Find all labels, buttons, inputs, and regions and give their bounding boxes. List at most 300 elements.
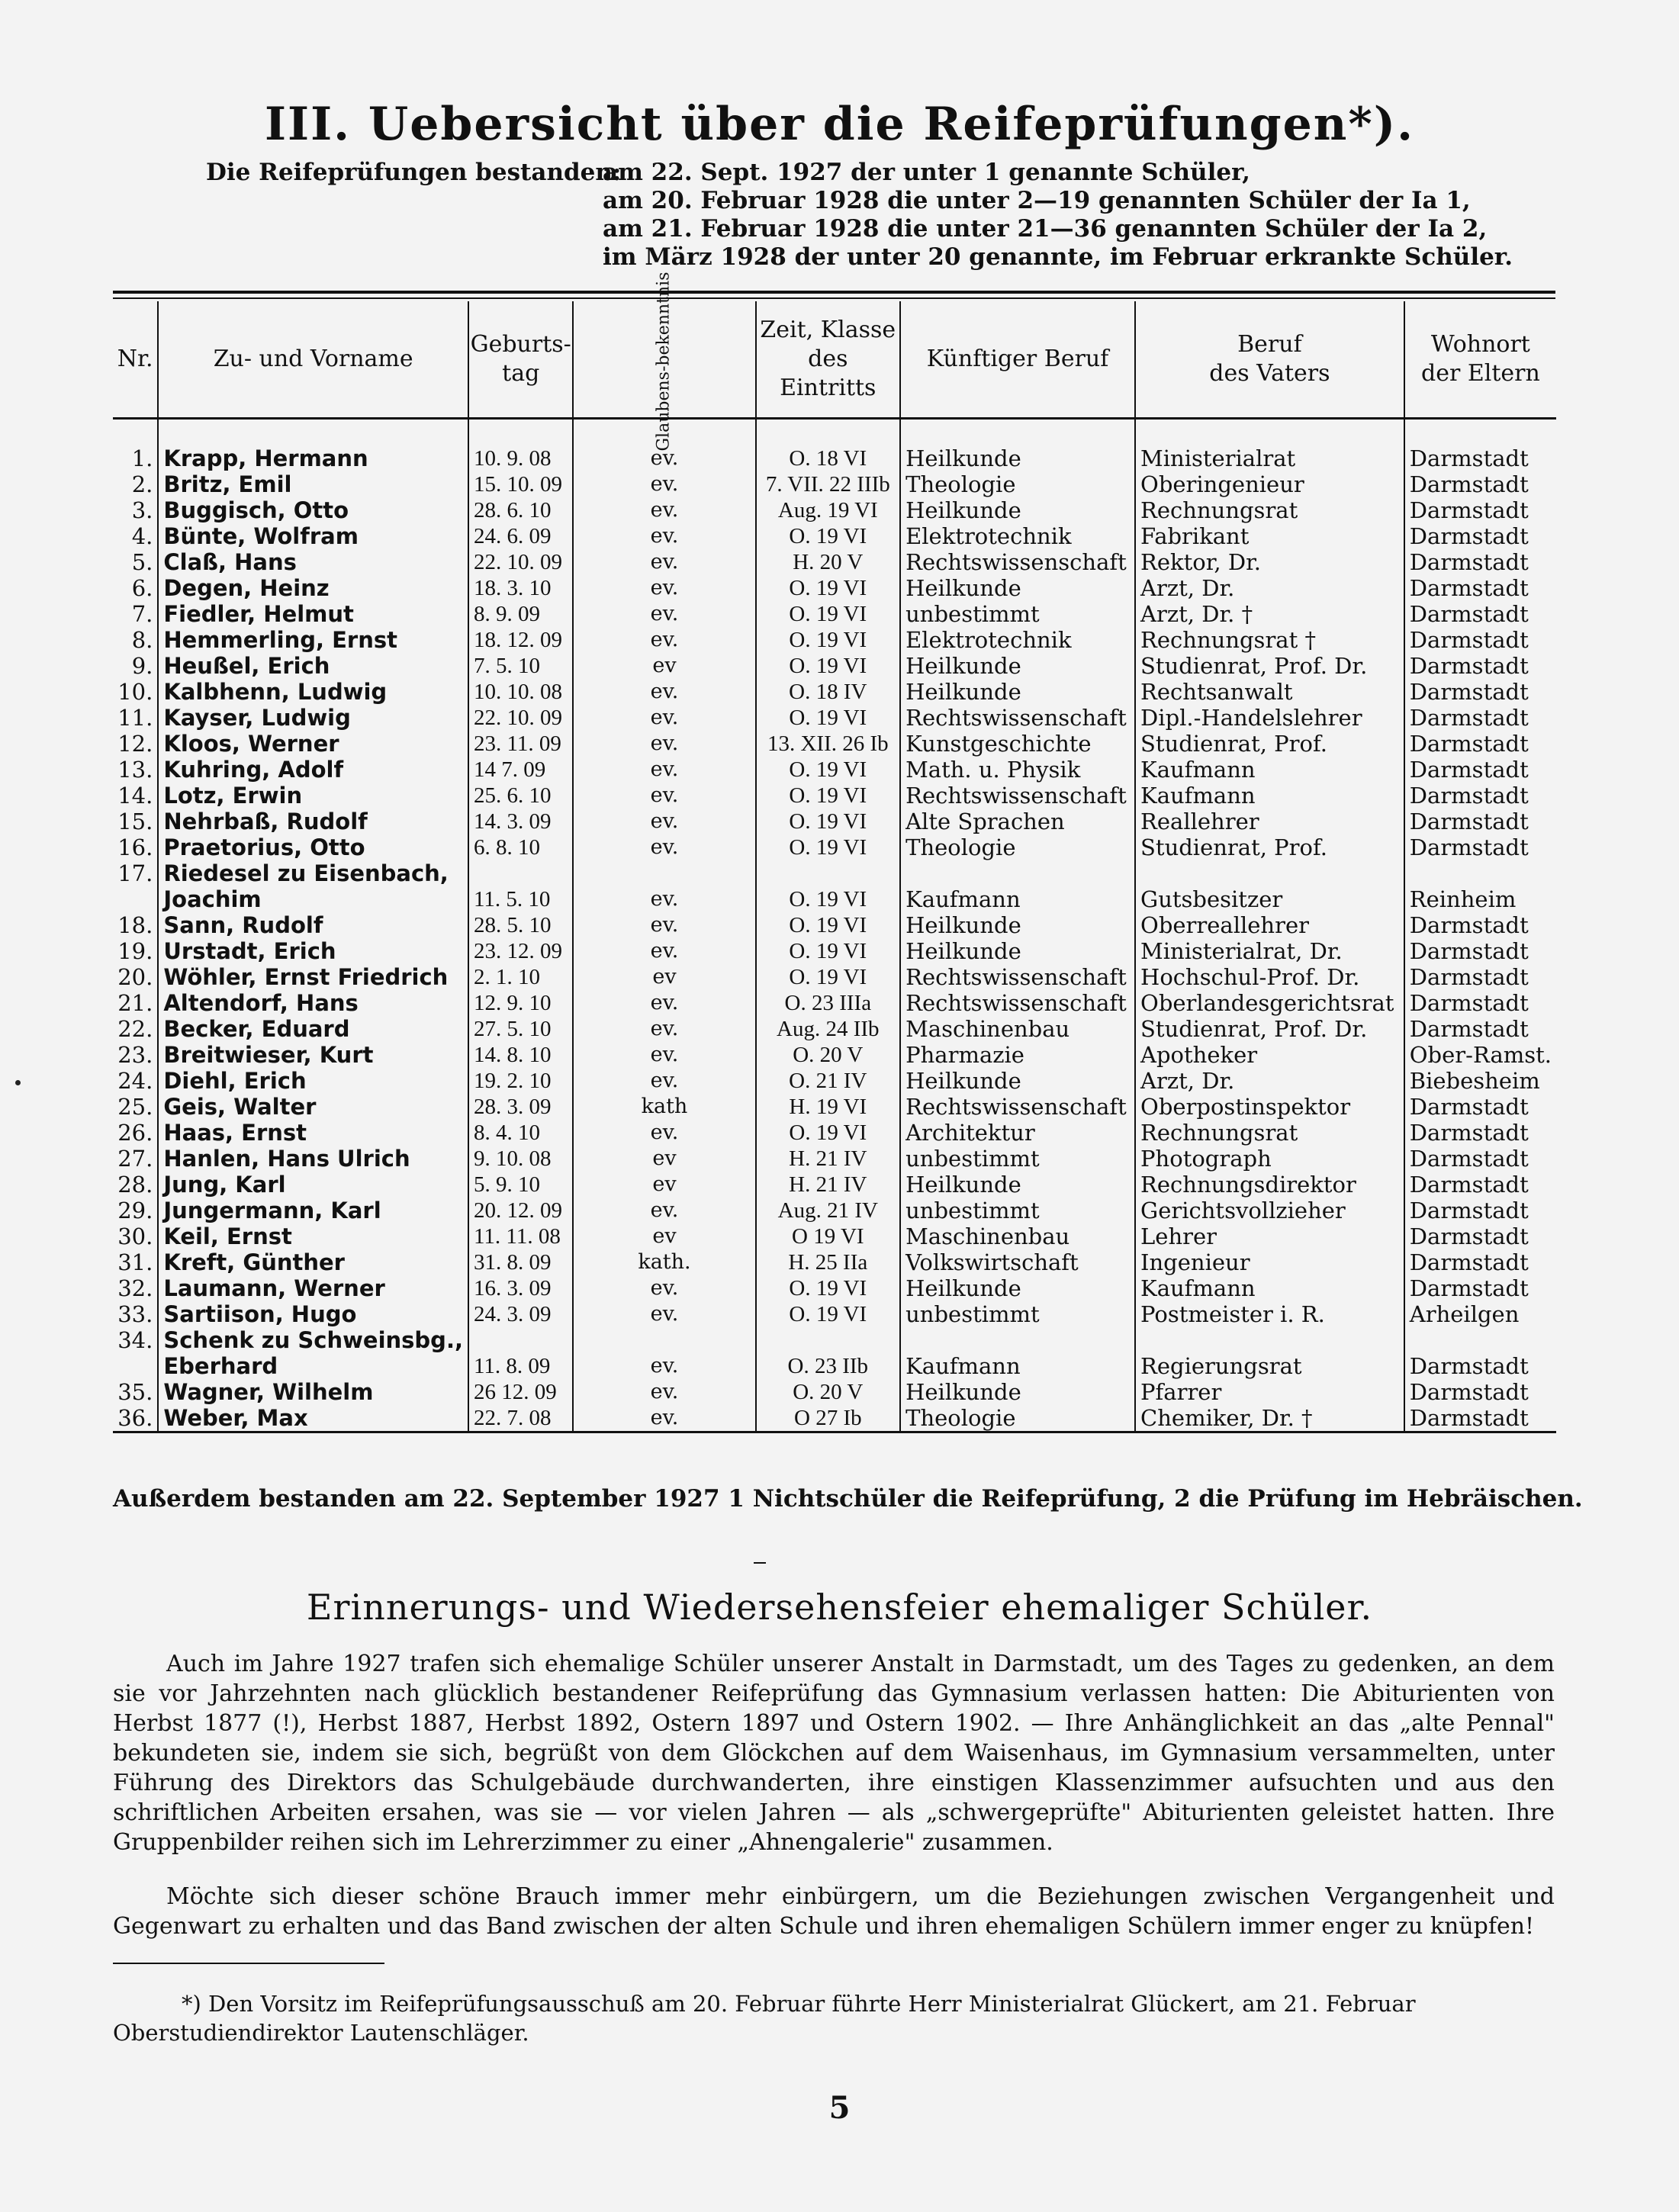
- cell-name: Lotz, Erwin: [158, 783, 468, 809]
- intro-line: am 20. Februar 1928 die unter 2—19 genannten Schüler der Ia 1,: [603, 187, 1471, 214]
- table-row: [113, 1094, 1556, 1120]
- cell-ort: Darmstadt: [1409, 549, 1529, 575]
- section-heading: Erinnerungs- und Wiedersehensfeier ehemaliger Schüler.: [306, 1587, 1373, 1628]
- cell-bek: ev.: [573, 938, 755, 964]
- cell-beruf: unbestimmt: [900, 601, 1135, 627]
- cell-nr: 27.: [113, 1146, 158, 1172]
- cell-ort: Darmstadt: [1409, 1016, 1529, 1042]
- cell-bek: ev.: [573, 1353, 755, 1379]
- cell-zeit: O. 19 VI: [756, 886, 901, 912]
- cell-bek: ev.: [573, 1379, 755, 1405]
- cell-nr: [113, 1353, 158, 1379]
- cell-beruf: Rechtswissenschaft: [900, 705, 1135, 731]
- cell-beruf: Elektrotechnik: [900, 627, 1135, 653]
- cell-nr: [113, 886, 158, 912]
- cell-nr: 12.: [113, 731, 158, 757]
- cell-nr: 29.: [113, 1198, 158, 1223]
- cell-beruf: Theologie: [900, 834, 1135, 860]
- cell-name: Hemmerling, Ernst: [158, 627, 468, 653]
- intro-line: am 21. Februar 1928 die unter 21—36 genannten Schüler der Ia 2,: [603, 215, 1488, 243]
- cell-geb: 14 7. 09: [468, 757, 573, 783]
- cell-beruf: unbestimmt: [900, 1301, 1135, 1327]
- table-row: [113, 1275, 1556, 1301]
- cell-name: Sann, Rudolf: [158, 912, 468, 938]
- cell-vater: Regierungsrat: [1135, 1353, 1404, 1379]
- cell-nr: 28.: [113, 1172, 158, 1198]
- cell-zeit: O. 18 VI: [756, 419, 901, 472]
- cell-name: Breitwieser, Kurt: [158, 1042, 468, 1068]
- cell-geb: 31. 8. 09: [468, 1249, 573, 1275]
- cell-bek: ev.: [573, 990, 755, 1016]
- cell-vater: Studienrat, Prof.: [1135, 731, 1404, 757]
- cell-nr: 35.: [113, 1379, 158, 1405]
- cell-vater: Kaufmann: [1135, 1275, 1404, 1301]
- cell-nr: 11.: [113, 705, 158, 731]
- cell-nr: 17.: [113, 860, 158, 886]
- cell-nr: 26.: [113, 1120, 158, 1146]
- cell-nr: 21.: [113, 990, 158, 1016]
- cell-geb: 14. 3. 09: [468, 809, 573, 834]
- cell-name: Praetorius, Otto: [158, 834, 468, 860]
- cell-beruf: Kaufmann: [900, 886, 1135, 912]
- table-row: [113, 1068, 1556, 1094]
- cell-vater: Ministerialrat, Dr.: [1135, 938, 1404, 964]
- cell-name: Altendorf, Hans: [158, 990, 468, 1016]
- cell-ort: Darmstadt: [1409, 679, 1529, 705]
- cell-zeit: 7. VII. 22 IIIb: [756, 471, 901, 497]
- cell-name: Wöhler, Ernst Friedrich: [158, 964, 468, 990]
- cell-vater: Oberlandesgerichtsrat: [1135, 990, 1404, 1016]
- cell-ort: Darmstadt: [1409, 471, 1529, 497]
- cell-geb: 19. 2. 10: [468, 1068, 573, 1094]
- cell-vater: Arzt, Dr.: [1135, 1068, 1404, 1094]
- cell-bek: ev.: [573, 1042, 755, 1068]
- cell-zeit: Aug. 21 IV: [756, 1198, 901, 1223]
- cell-nr: 15.: [113, 809, 158, 834]
- cell-geb: 24. 6. 09: [468, 523, 573, 549]
- cell-geb: 27. 5. 10: [468, 1016, 573, 1042]
- cell-bek: ev: [573, 1146, 755, 1172]
- cell-beruf: [900, 1327, 1135, 1353]
- cell-nr: 34.: [113, 1327, 158, 1353]
- cell-ort: Darmstadt: [1409, 964, 1529, 990]
- cell-ort: Darmstadt: [1409, 731, 1529, 757]
- cell-zeit: O 19 VI: [756, 1223, 901, 1249]
- cell-vater: Lehrer: [1135, 1223, 1404, 1249]
- cell-nr: 14.: [113, 783, 158, 809]
- cell-ort: Ober-Ramst.: [1409, 1042, 1552, 1068]
- cell-name: Degen, Heinz: [158, 575, 468, 601]
- cell-beruf: [900, 860, 1135, 886]
- table-row: [113, 834, 1556, 860]
- cell-vater: Rechnungsrat †: [1135, 627, 1404, 653]
- cell-name: Fiedler, Helmut: [158, 601, 468, 627]
- cell-geb: 9. 10. 08: [468, 1146, 573, 1172]
- cell-zeit: O. 19 VI: [756, 912, 901, 938]
- cell-vater: Gutsbesitzer: [1135, 886, 1404, 912]
- cell-bek: ev.: [573, 497, 755, 523]
- table-row: [113, 783, 1556, 809]
- cell-name: Kalbhenn, Ludwig: [158, 679, 468, 705]
- cell-beruf: Rechtswissenschaft: [900, 990, 1135, 1016]
- footnote: *) Den Vorsitz im Reifeprüfungsausschuß am 20. Februar führte Herr Ministerialrat Glückert, am 21. Februar Oberstudiendirektor Lautenschläger.: [113, 1991, 1416, 2046]
- cell-vater: Hochschul-Prof. Dr.: [1135, 964, 1404, 990]
- cell-geb: 24. 3. 09: [468, 1301, 573, 1327]
- cell-zeit: O. 23 IIb: [756, 1353, 901, 1379]
- cell-nr: 16.: [113, 834, 158, 860]
- table-top-rule: [113, 291, 1555, 294]
- cell-zeit: Aug. 24 IIb: [756, 1016, 901, 1042]
- cell-zeit: O. 19 VI: [756, 1301, 901, 1327]
- section-dash: [754, 1562, 766, 1564]
- cell-beruf: Heilkunde: [900, 1068, 1135, 1094]
- cell-beruf: Heilkunde: [900, 575, 1135, 601]
- cell-vater: Rechnungsrat: [1135, 497, 1404, 523]
- cell-zeit: O. 19 VI: [756, 809, 901, 834]
- cell-geb: 15. 10. 09: [468, 471, 573, 497]
- cell-ort: Darmstadt: [1409, 705, 1529, 731]
- cell-geb: 8. 4. 10: [468, 1120, 573, 1146]
- cell-vater: Kaufmann: [1135, 757, 1404, 783]
- cell-nr: 8.: [113, 627, 158, 653]
- cell-geb: 10. 9. 08: [468, 419, 573, 472]
- table-row: [113, 1249, 1556, 1275]
- cell-zeit: O 27 Ib: [756, 1405, 901, 1432]
- cell-geb: 25. 6. 10: [468, 783, 573, 809]
- cell-ort: Darmstadt: [1409, 1172, 1529, 1198]
- cell-beruf: Heilkunde: [900, 679, 1135, 705]
- cell-geb: 28. 6. 10: [468, 497, 573, 523]
- cell-name: Nehrbaß, Rudolf: [158, 809, 468, 834]
- results-table: [113, 272, 1556, 1433]
- cell-zeit: H. 21 IV: [756, 1146, 901, 1172]
- cell-nr: 5.: [113, 549, 158, 575]
- cell-ort: Darmstadt: [1409, 523, 1529, 549]
- cell-bek: ev.: [573, 523, 755, 549]
- cell-geb: [468, 860, 573, 886]
- cell-geb: 16. 3. 09: [468, 1275, 573, 1301]
- intro-line: am 22. Sept. 1927 der unter 1 genannte Schüler,: [603, 159, 1250, 186]
- cell-ort: Darmstadt: [1409, 938, 1529, 964]
- cell-nr: 7.: [113, 601, 158, 627]
- cell-beruf: Theologie: [900, 471, 1135, 497]
- table-row: [113, 419, 1556, 472]
- cell-bek: ev: [573, 964, 755, 990]
- paragraph: Auch im Jahre 1927 trafen sich ehemalige Schüler unserer Anstalt in Darmstadt, um des Tages zu gedenken, an dem sie vor Jahrzehnten nach glücklich bestandener Reifeprüfung das Gymnasium verlassen hatten: Die Abiturienten von Herbst 1877 (!), Herbst 1887, Herbst 1892, Ostern 1897 und Ostern 1902. — Ihre Anhänglichkeit an das „alte Pennal" bekundeten sie, indem sie sich, begrüßt von dem Glöckchen auf dem Waisenhaus, im Gymnasium versammelten, unter Führung des Direktors das Schulgebäude durchwanderten, ihre einstigen Klassenzimmer aufsuchten und aus den schriftlichen Arbeiten ersahen, was sie — vor vielen Jahren — als „schwergeprüfte" Abiturienten geleistet hatten. Ihre Gruppenbilder reihen sich im Lehrerzimmer zu einer „Ahnengalerie" zusammen.: [113, 1651, 1555, 1856]
- cell-nr: 1.: [113, 419, 158, 472]
- cell-zeit: O. 19 VI: [756, 705, 901, 731]
- cell-vater: Reallehrer: [1135, 809, 1404, 834]
- cell-vater: Ingenieur: [1135, 1249, 1404, 1275]
- cell-beruf: Heilkunde: [900, 1275, 1135, 1301]
- cell-nr: 25.: [113, 1094, 158, 1120]
- cell-vater: Rechnungsrat: [1135, 1120, 1404, 1146]
- table-row: [113, 1016, 1556, 1042]
- cell-geb: 11. 11. 08: [468, 1223, 573, 1249]
- table-row: [113, 549, 1556, 575]
- table-row: [113, 1327, 1556, 1353]
- cell-ort: Darmstadt: [1409, 809, 1529, 834]
- cell-ort: Darmstadt: [1409, 653, 1529, 679]
- cell-vater: Studienrat, Prof.: [1135, 834, 1404, 860]
- table-row: [113, 886, 1556, 912]
- cell-name: Kayser, Ludwig: [158, 705, 468, 731]
- cell-zeit: O. 19 VI: [756, 653, 901, 679]
- cell-bek: [573, 860, 755, 886]
- table-row: [113, 601, 1556, 627]
- cell-geb: 11. 5. 10: [468, 886, 573, 912]
- col-beruf-vater: Beruf des Vaters: [1135, 301, 1404, 419]
- cell-bek: ev.: [573, 783, 755, 809]
- table-row: [113, 990, 1556, 1016]
- table-row: [113, 471, 1556, 497]
- cell-vater: [1135, 860, 1404, 886]
- cell-zeit: O. 19 VI: [756, 938, 901, 964]
- cell-nr: 30.: [113, 1223, 158, 1249]
- table-row: [113, 1146, 1556, 1172]
- cell-name: Diehl, Erich: [158, 1068, 468, 1094]
- cell-nr: 31.: [113, 1249, 158, 1275]
- cell-nr: 3.: [113, 497, 158, 523]
- cell-zeit: O. 19 VI: [756, 601, 901, 627]
- col-wohnort: Wohnort der Eltern: [1404, 301, 1556, 419]
- cell-nr: 36.: [113, 1405, 158, 1432]
- cell-geb: 23. 12. 09: [468, 938, 573, 964]
- cell-geb: 20. 12. 09: [468, 1198, 573, 1223]
- table-row: [113, 1042, 1556, 1068]
- table-body: [113, 419, 1556, 1432]
- cell-zeit: H. 19 VI: [756, 1094, 901, 1120]
- cell-zeit: O. 20 V: [756, 1379, 901, 1405]
- cell-ort: Darmstadt: [1404, 1405, 1556, 1432]
- col-nr: Nr.: [113, 301, 158, 419]
- cell-beruf: Volkswirtschaft: [900, 1249, 1135, 1275]
- cell-name: Kuhring, Adolf: [158, 757, 468, 783]
- table-row: [113, 809, 1556, 834]
- cell-name: Schenk zu Schweinsbg.,: [158, 1327, 468, 1353]
- cell-vater: Oberpostinspektor: [1135, 1094, 1404, 1120]
- cell-vater: Oberingenieur: [1135, 471, 1404, 497]
- table-row: [113, 575, 1556, 601]
- cell-name: Haas, Ernst: [158, 1120, 468, 1146]
- cell-geb: 23. 11. 09: [468, 731, 573, 757]
- cell-zeit: H. 25 IIa: [756, 1249, 901, 1275]
- cell-geb: 8. 9. 09: [468, 601, 573, 627]
- table-row: [113, 1353, 1556, 1379]
- cell-bek: ev.: [573, 1068, 755, 1094]
- cell-bek: ev: [573, 1172, 755, 1198]
- table-row: [113, 1198, 1556, 1223]
- cell-vater: Kaufmann: [1135, 783, 1404, 809]
- cell-zeit: O. 19 VI: [756, 575, 901, 601]
- cell-zeit: O. 19 VI: [756, 627, 901, 653]
- cell-geb: 7. 5. 10: [468, 653, 573, 679]
- table-row: [113, 1301, 1556, 1327]
- cell-vater: Photograph: [1135, 1146, 1404, 1172]
- cell-zeit: O. 19 VI: [756, 1120, 901, 1146]
- cell-zeit: H. 21 IV: [756, 1172, 901, 1198]
- cell-bek: ev.: [573, 1405, 755, 1432]
- cell-geb: 12. 9. 10: [468, 990, 573, 1016]
- cell-vater: Fabrikant: [1135, 523, 1404, 549]
- cell-geb: 10. 10. 08: [468, 679, 573, 705]
- cell-beruf: unbestimmt: [900, 1146, 1135, 1172]
- table-row: [113, 705, 1556, 731]
- table-row: [113, 1172, 1556, 1198]
- cell-nr: 9.: [113, 653, 158, 679]
- cell-beruf: unbestimmt: [900, 1198, 1135, 1223]
- cell-beruf: Elektrotechnik: [900, 523, 1135, 549]
- table-row: [113, 1379, 1556, 1405]
- table-row: [113, 1120, 1556, 1146]
- cell-bek: ev: [573, 653, 755, 679]
- cell-vater: Arzt, Dr.: [1135, 575, 1404, 601]
- table-footnote-line: Außerdem bestanden am 22. September 1927 1 Nichtschüler die Reifeprüfung, 2 die Prüfung im Hebräischen.: [113, 1485, 1583, 1513]
- cell-beruf: Alte Sprachen: [900, 809, 1135, 834]
- table-header-row: [113, 301, 1556, 419]
- cell-zeit: H. 20 V: [756, 549, 901, 575]
- cell-name: Jungermann, Karl: [158, 1198, 468, 1223]
- cell-ort: Darmstadt: [1409, 1198, 1529, 1223]
- cell-ort: [1404, 1327, 1556, 1353]
- cell-beruf: Kunstgeschichte: [900, 731, 1135, 757]
- cell-name: Kreft, Günther: [158, 1249, 468, 1275]
- cell-bek: ev.: [573, 419, 755, 472]
- cell-bek: ev.: [573, 471, 755, 497]
- cell-nr: 13.: [113, 757, 158, 783]
- cell-name: Urstadt, Erich: [158, 938, 468, 964]
- cell-beruf: Rechtswissenschaft: [900, 783, 1135, 809]
- table-row: [113, 679, 1556, 705]
- cell-name: Krapp, Hermann: [158, 419, 468, 472]
- cell-bek: ev.: [573, 679, 755, 705]
- cell-bek: ev: [573, 1223, 755, 1249]
- cell-bek: ev.: [573, 575, 755, 601]
- table-row: [113, 497, 1556, 523]
- cell-name: Riedesel zu Eisenbach,: [158, 860, 468, 886]
- paragraph: Möchte sich dieser schöne Brauch immer mehr einbürgern, um die Beziehungen zwischen Vergangenheit und Gegenwart zu erhalten und das Band zwischen der alten Schule und ihren ehemaligen Schülern immer enger zu knüpfen!: [113, 1883, 1555, 1940]
- cell-beruf: Math. u. Physik: [900, 757, 1135, 783]
- cell-ort: Darmstadt: [1409, 990, 1529, 1016]
- cell-ort: Darmstadt: [1409, 627, 1529, 653]
- cell-bek: ev.: [573, 601, 755, 627]
- table-row: [113, 757, 1556, 783]
- cell-vater: Pfarrer: [1135, 1379, 1404, 1405]
- cell-beruf: Theologie: [900, 1405, 1135, 1432]
- cell-zeit: Aug. 19 VI: [756, 497, 901, 523]
- cell-name: Britz, Emil: [158, 471, 468, 497]
- cell-ort: Darmstadt: [1409, 1275, 1529, 1301]
- cell-name: Wagner, Wilhelm: [158, 1379, 468, 1405]
- cell-zeit: O. 21 IV: [756, 1068, 901, 1094]
- cell-beruf: Pharmazie: [900, 1042, 1135, 1068]
- cell-vater: [1135, 1327, 1404, 1353]
- cell-geb: 22. 7. 08: [468, 1405, 573, 1432]
- cell-bek: [573, 1327, 755, 1353]
- cell-geb: 6. 8. 10: [468, 834, 573, 860]
- col-eintritt: Zeit, Klasse des Eintritts: [756, 301, 901, 419]
- cell-bek: ev.: [573, 705, 755, 731]
- table-row: [113, 912, 1556, 938]
- cell-name: Geis, Walter: [158, 1094, 468, 1120]
- cell-vater: Gerichtsvollzieher: [1135, 1198, 1404, 1223]
- cell-nr: 10.: [113, 679, 158, 705]
- cell-zeit: [756, 860, 901, 886]
- cell-ort: Darmstadt: [1409, 1223, 1529, 1249]
- table-row: [113, 938, 1556, 964]
- cell-ort: Darmstadt: [1409, 1249, 1529, 1275]
- cell-vater: Rechtsanwalt: [1135, 679, 1404, 705]
- cell-nr: 20.: [113, 964, 158, 990]
- cell-nr: 4.: [113, 523, 158, 549]
- cell-ort: Darmstadt: [1409, 601, 1529, 627]
- cell-name: Buggisch, Otto: [158, 497, 468, 523]
- cell-bek: ev.: [573, 757, 755, 783]
- cell-zeit: O. 20 V: [756, 1042, 901, 1068]
- cell-zeit: O. 19 VI: [756, 834, 901, 860]
- col-geburtstag: Geburts- tag: [468, 301, 573, 419]
- cell-beruf: Kaufmann: [900, 1353, 1135, 1379]
- table-row: [113, 523, 1556, 549]
- cell-ort: Darmstadt: [1409, 912, 1529, 938]
- cell-nr: 19.: [113, 938, 158, 964]
- cell-ort: Darmstadt: [1409, 1146, 1529, 1172]
- cell-name: Laumann, Werner: [158, 1275, 468, 1301]
- cell-bek: kath.: [573, 1249, 755, 1275]
- cell-geb: 5. 9. 10: [468, 1172, 573, 1198]
- page-title: III. Uebersicht über die Reifeprüfungen*).: [264, 98, 1415, 151]
- cell-bek: ev.: [573, 549, 755, 575]
- cell-name: Claß, Hans: [158, 549, 468, 575]
- cell-ort: Darmstadt: [1409, 1353, 1529, 1379]
- cell-ort: Darmstadt: [1409, 1094, 1529, 1120]
- footnote-rule: [113, 1963, 384, 1964]
- cell-geb: 2. 1. 10: [468, 964, 573, 990]
- cell-bek: ev.: [573, 731, 755, 757]
- cell-ort: Darmstadt: [1409, 1379, 1529, 1405]
- cell-name: Becker, Eduard: [158, 1016, 468, 1042]
- cell-name: Sartiison, Hugo: [158, 1301, 468, 1327]
- intro-lead: Die Reifeprüfungen bestanden:: [206, 159, 622, 186]
- cell-ort: Arheilgen: [1409, 1301, 1520, 1327]
- cell-ort: Darmstadt: [1409, 757, 1529, 783]
- cell-zeit: O. 19 VI: [756, 1275, 901, 1301]
- cell-zeit: O. 18 IV: [756, 679, 901, 705]
- cell-zeit: O. 19 VI: [756, 964, 901, 990]
- cell-beruf: Heilkunde: [900, 419, 1135, 472]
- cell-zeit: O. 19 VI: [756, 783, 901, 809]
- cell-ort: Darmstadt: [1409, 783, 1529, 809]
- cell-name: Hanlen, Hans Ulrich: [158, 1146, 468, 1172]
- cell-ort: Darmstadt: [1409, 1120, 1529, 1146]
- cell-beruf: Heilkunde: [900, 912, 1135, 938]
- cell-vater: Studienrat, Prof. Dr.: [1135, 653, 1404, 679]
- cell-beruf: Heilkunde: [900, 497, 1135, 523]
- cell-bek: ev.: [573, 627, 755, 653]
- cell-zeit: O. 19 VI: [756, 523, 901, 549]
- cell-vater: Dipl.-Handelslehrer: [1135, 705, 1404, 731]
- cell-vater: Rechnungsdirektor: [1135, 1172, 1404, 1198]
- cell-bek: ev.: [573, 1120, 755, 1146]
- cell-geb: 22. 10. 09: [468, 549, 573, 575]
- cell-geb: 28. 5. 10: [468, 912, 573, 938]
- cell-ort: Darmstadt: [1409, 834, 1529, 860]
- cell-geb: [468, 1327, 573, 1353]
- cell-zeit: O. 19 VI: [756, 757, 901, 783]
- cell-name: Keil, Ernst: [158, 1223, 468, 1249]
- cell-name: Bünte, Wolfram: [158, 523, 468, 549]
- page-number: 5: [828, 2090, 851, 2126]
